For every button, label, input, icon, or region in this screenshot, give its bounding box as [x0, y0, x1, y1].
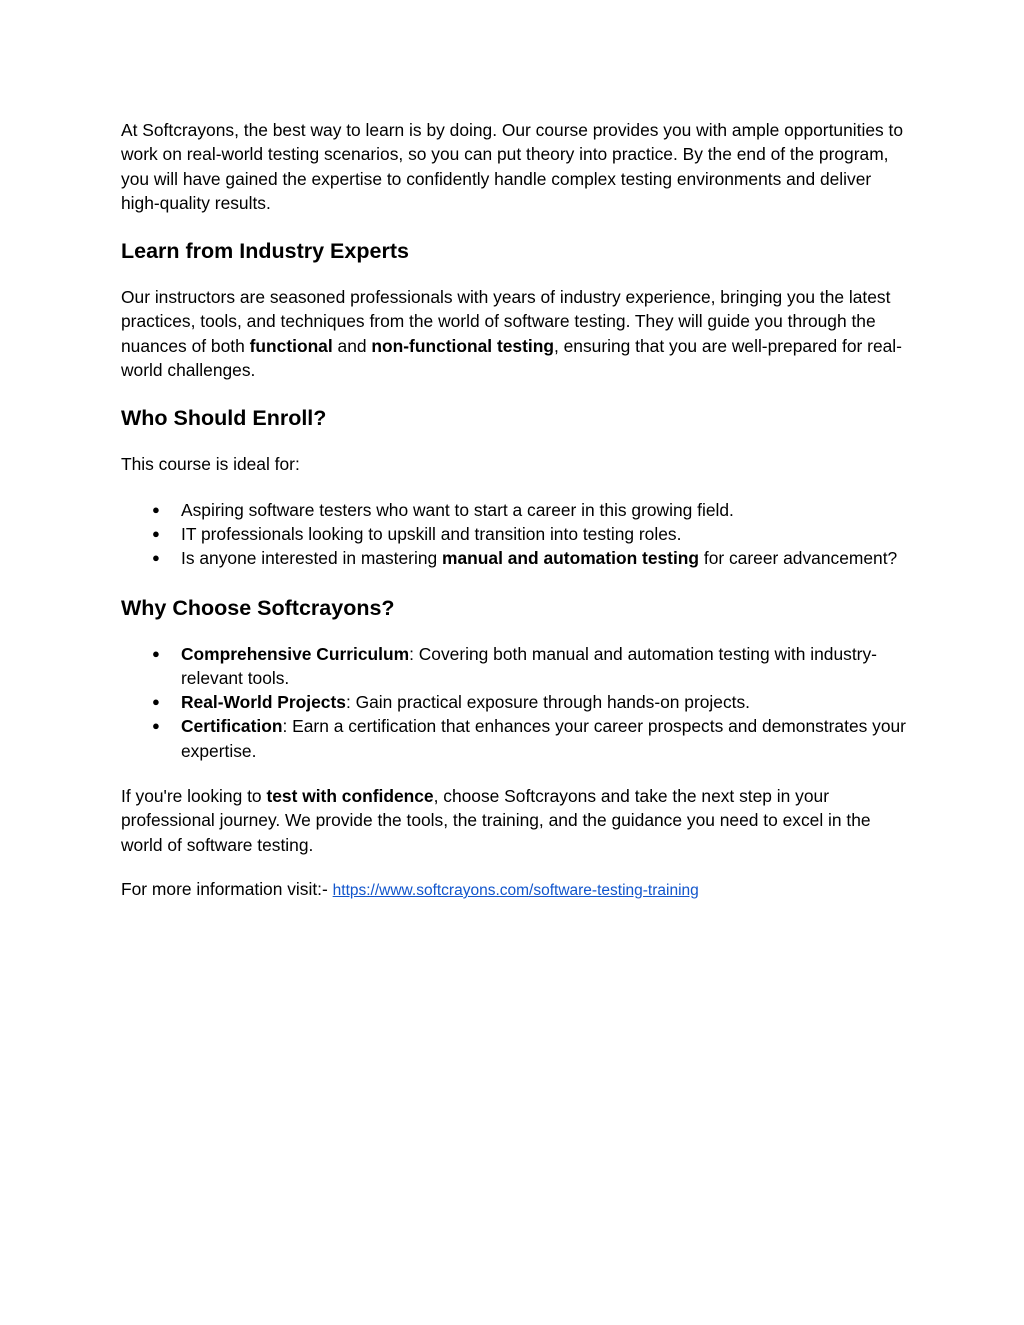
- list-item-bold: manual and automation testing: [442, 548, 700, 569]
- instructors-text-1: Our instructors are seasoned professionals with years of industry experience, bringing you the latest practices, tools, and techniques from the world of software testing. They will guide you through the nuances of both: [121, 287, 891, 356]
- list-item-text: for career advancement?: [699, 548, 898, 569]
- enroll-list: [121, 498, 911, 571]
- bullet-icon: ●: [152, 645, 160, 661]
- bullet-icon: ●: [152, 501, 160, 517]
- instructors-bold-functional: functional: [249, 335, 333, 356]
- instructors-paragraph: [121, 285, 911, 382]
- why-choose-list: [121, 642, 911, 763]
- list-item-bold: Real-World Projects: [181, 692, 346, 713]
- instructors-bold-non-functional: non-functional testing: [371, 335, 554, 356]
- list-item-text: IT professionals looking to upskill and transition into testing roles.: [181, 523, 682, 544]
- list-item: [121, 498, 911, 522]
- list-item-bold: Comprehensive Curriculum: [181, 643, 410, 664]
- ideal-for-paragraph: This course is ideal for:: [121, 454, 300, 475]
- closing-text-1: If you're looking to: [121, 786, 267, 807]
- list-item: [121, 522, 911, 546]
- list-item: [121, 642, 911, 691]
- bullet-icon: ●: [152, 694, 160, 710]
- document-page: [121, 118, 911, 903]
- list-item-text: Aspiring software testers who want to start a career in this growing field.: [181, 499, 734, 520]
- closing-bold: test with confidence: [266, 786, 434, 807]
- list-item-text: Is anyone interested in mastering: [181, 548, 443, 569]
- heading-learn-from-experts: Learn from Industry Experts: [121, 239, 409, 264]
- list-item: [121, 546, 911, 570]
- list-item: [121, 714, 911, 763]
- instructors-text-3: , ensuring that you are well-prepared for real-world challenges.: [121, 335, 902, 381]
- list-item-text: : Earn a certification that enhances your career prospects and demonstrates your expertise.: [181, 716, 906, 761]
- closing-text-2: , choose Softcrayons and take the next step in your professional journey. We provide the tools, the training, and the guidance you need to excel in the world of software testing.: [121, 786, 871, 855]
- bullet-icon: ●: [152, 525, 160, 541]
- closing-paragraph: [121, 784, 911, 857]
- list-item-bold: Certification: [181, 716, 283, 737]
- heading-why-choose: Why Choose Softcrayons?: [121, 595, 395, 620]
- list-item-text: : Gain practical exposure through hands-on projects.: [345, 692, 751, 713]
- bullet-icon: ●: [152, 550, 160, 566]
- heading-who-should-enroll: Who Should Enroll?: [121, 406, 327, 431]
- bullet-icon: ●: [152, 718, 160, 734]
- instructors-text-2: and: [332, 335, 372, 356]
- website-link[interactable]: https://www.softcrayons.com/software-testing-training: [332, 881, 699, 899]
- more-info-label: For more information visit:-: [121, 878, 333, 899]
- intro-paragraph: At Softcrayons, the best way to learn is by doing. Our course provides you with ample opportunities to work on real-world testing scenarios, so you can put theory into practice. By the end of the program, you will have gained the expertise to confidently handle complex testing environments and deliver high-quality results.: [121, 120, 904, 213]
- list-item-text: : Covering both manual and automation testing with industry-relevant tools.: [181, 643, 877, 688]
- list-item: [121, 690, 911, 714]
- more-info-paragraph: [121, 877, 911, 903]
